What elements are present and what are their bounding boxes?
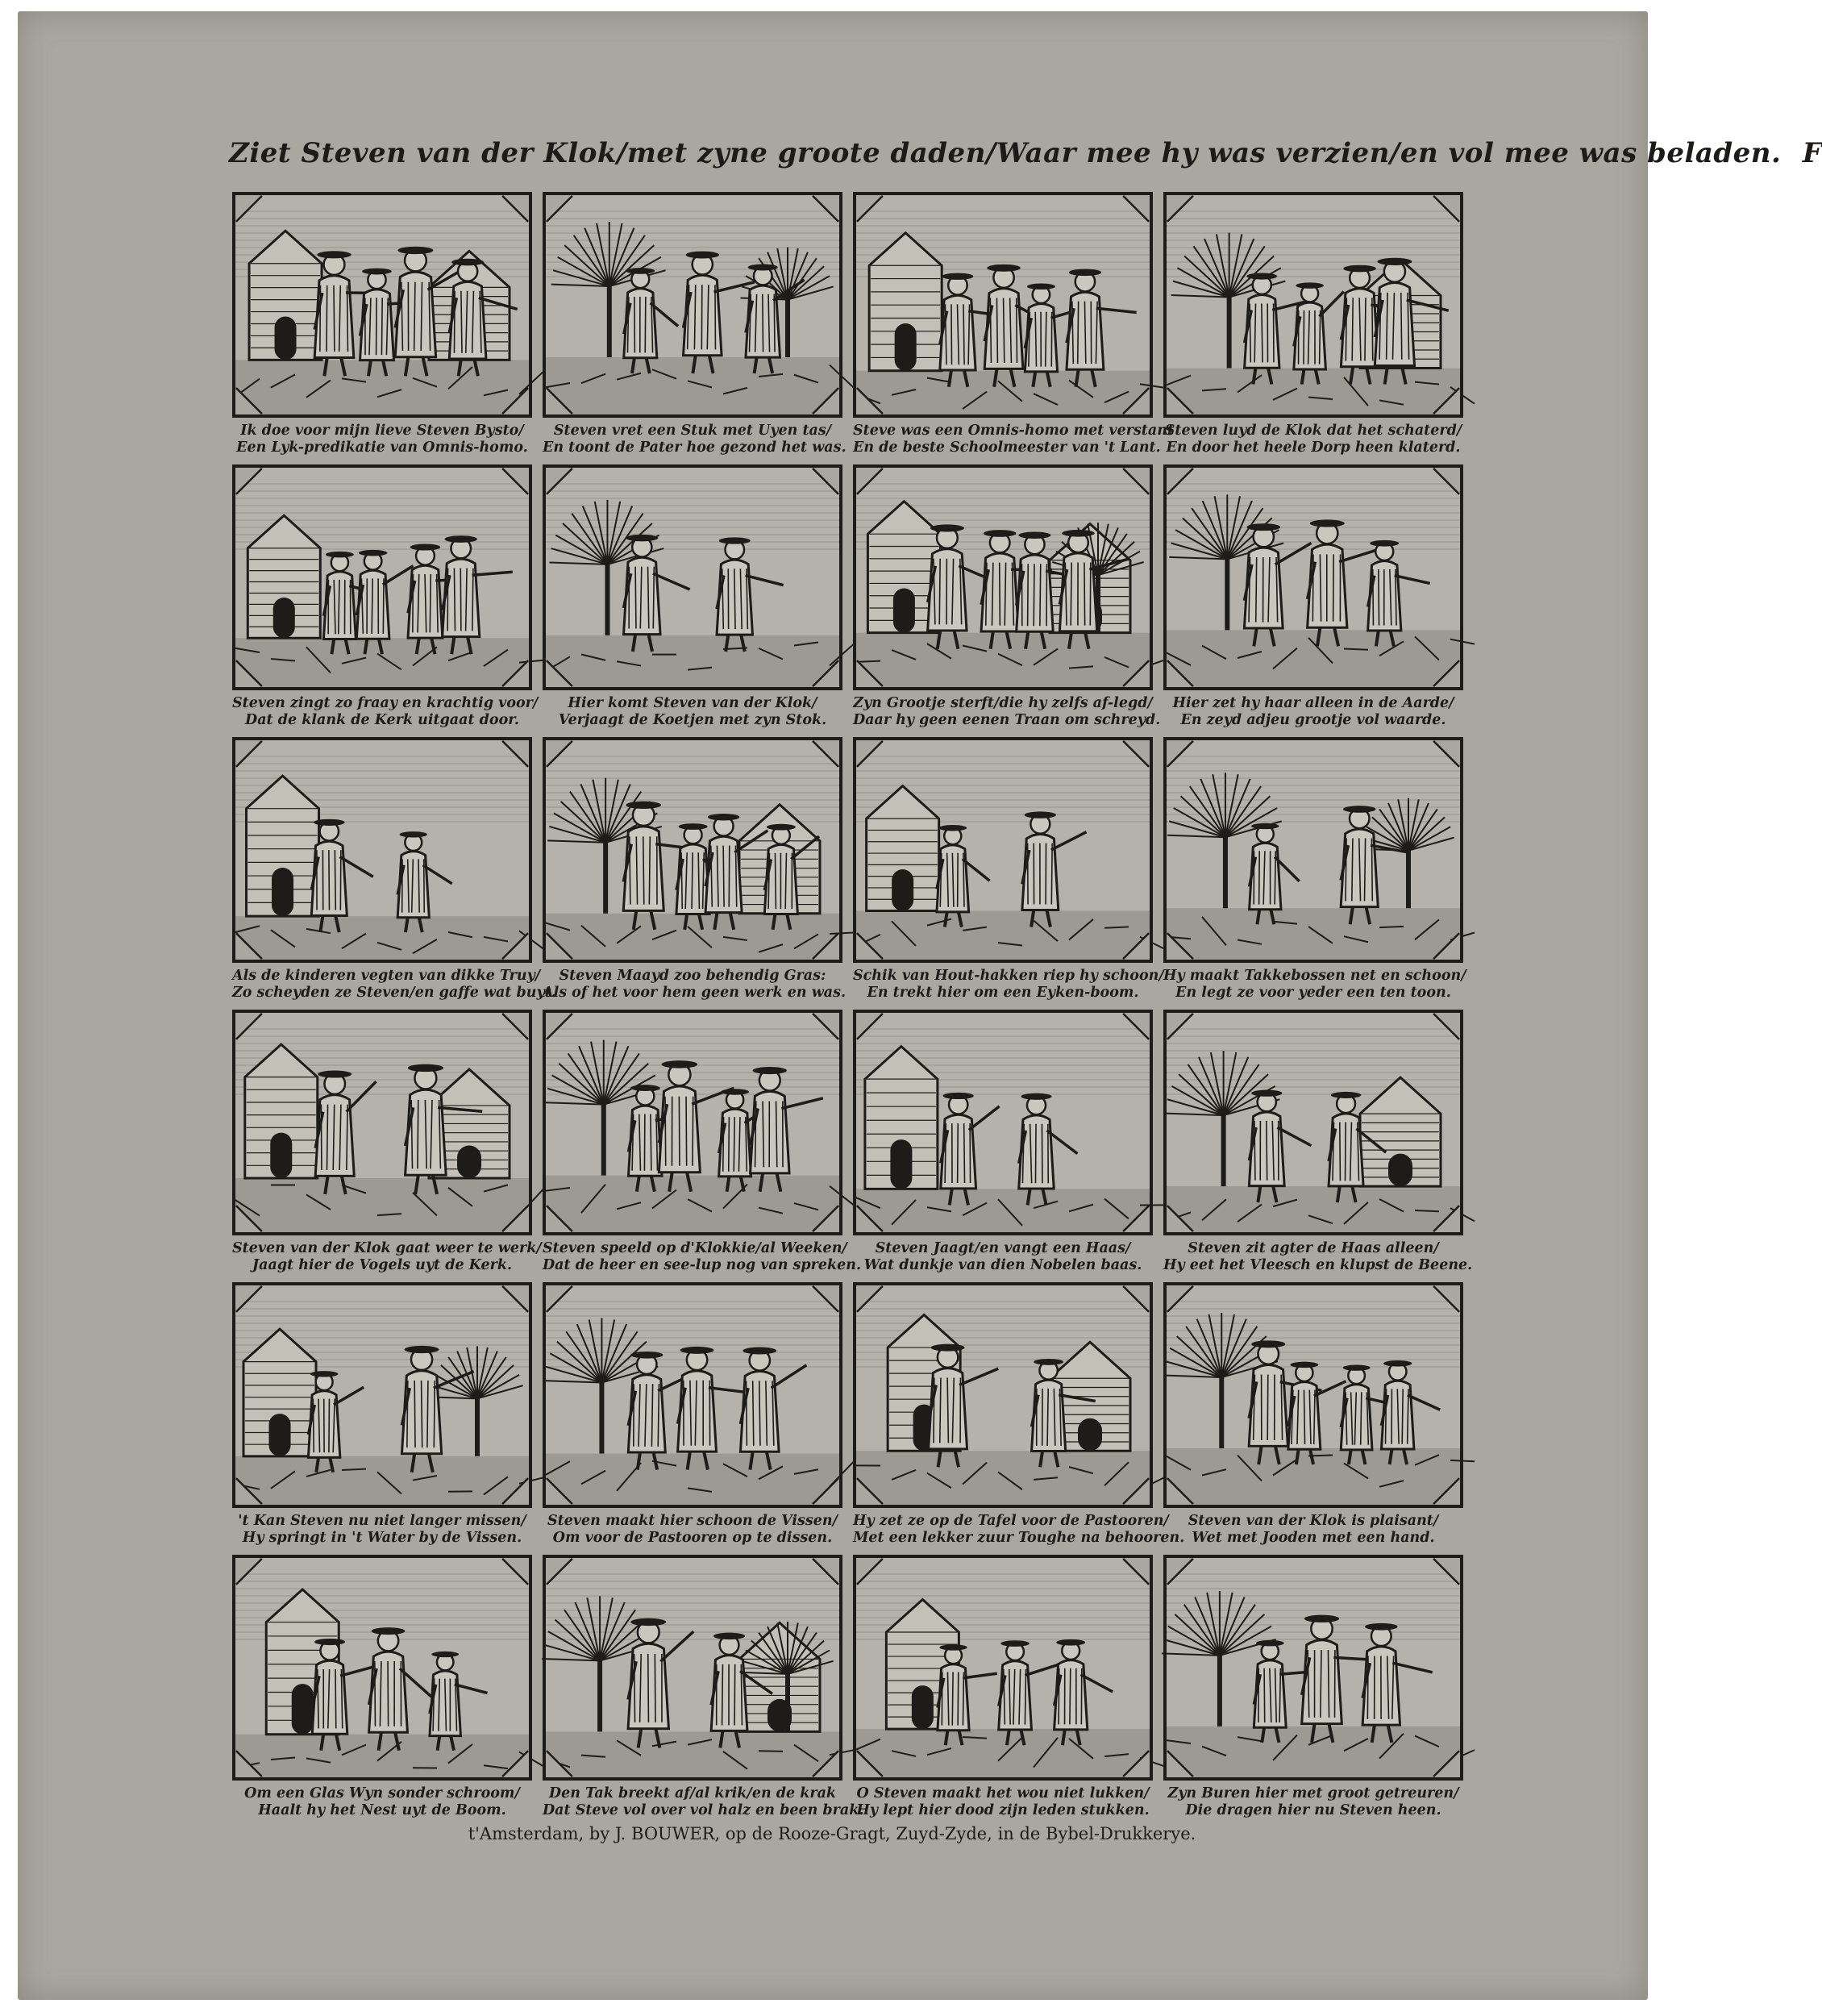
verse-caption [232,695,539,729]
verse-line-1: Om een Glas Wyn sonder schroom/ [244,1785,520,1801]
verse-line-1: Hy maakt Takkebossen net en schoon/ [1163,968,1466,984]
woodcut-scene [856,1558,1150,1777]
woodcut-scene [856,1285,1150,1505]
verse-caption [853,695,1161,729]
verse-line-2: En trekt hier om een Eyken-boom. [867,985,1139,1001]
woodcut-cell [232,464,539,737]
verse-line-1: Hy zet ze op de Tafel voor de Pastooren/ [853,1513,1169,1529]
woodcut-cell [853,1282,1185,1555]
verse-line-1: Hier komt Steven van der Klok/ [568,695,817,711]
woodcut-illustration [543,464,842,690]
verse-line-2: Wat dunkje van dien Nobelen baas. [863,1257,1142,1273]
page-title [229,137,1822,169]
woodcut-scene [235,1285,529,1505]
verse-caption [853,1240,1153,1274]
verse-line-2: Hy springt in 't Water by de Vissen. [242,1530,522,1546]
verse-caption [232,1513,532,1547]
printer-imprint: t'Amsterdam, by J. BOUWER, op de Rooze-Gragt, Zuyd-Zyde, in de Bybel-Drukkerye. [468,1824,1196,1843]
woodcut-illustration [232,1282,532,1508]
verse-line-2: Daar hy geen eenen Traan om schreyd. [853,712,1161,728]
woodcut-cell [853,1010,1153,1282]
woodcut-illustration [543,737,842,963]
verse-caption [1163,1513,1463,1547]
woodcut-scene [546,195,839,414]
woodcut-scene [1167,1285,1460,1505]
woodcut-illustration [1163,737,1463,963]
woodcut-scene [1167,1013,1460,1232]
woodcut-illustration [853,1010,1153,1235]
woodcut-cell [543,192,847,464]
verse-line-2: Dat de heer en see-lup nog van spreken. [543,1257,862,1273]
verse-caption [853,1513,1185,1547]
verse-caption [543,1785,864,1819]
woodcut-scene [235,1013,529,1232]
woodcut-scene [235,195,529,414]
woodcut-scene [1167,1558,1460,1777]
verse-line-1: Hier zet hy haar alleen in de Aarde/ [1172,695,1454,711]
woodcut-cell [1163,192,1463,464]
verse-line-1: Zyn Grootje sterft/die hy zelfs af-legd/ [853,695,1153,711]
verse-caption [1163,423,1463,456]
verse-line-1: Den Tak breekt af/al krik/en de krak [548,1785,837,1801]
woodcut-grid [232,192,1473,1827]
verse-line-1: O Steven maakt het wou niet lukken/ [856,1785,1150,1801]
woodcut-illustration [232,1555,532,1781]
woodcut-illustration [1163,464,1463,690]
woodcut-illustration [543,1010,842,1235]
verse-line-1: Steven zingt zo fraay en krachtig voor/ [232,695,539,711]
woodcut-cell [543,1010,862,1282]
woodcut-illustration [543,1555,842,1781]
verse-caption [543,968,847,1002]
verse-line-2: Dat Steve vol over vol halz en been brak. [543,1802,864,1818]
woodcut-illustration [853,192,1153,418]
verse-caption [1163,968,1466,1002]
verse-caption [543,1513,842,1547]
verse-line-1: Steven luyd de Klok dat het schaterd/ [1164,423,1462,439]
woodcut-illustration [232,1010,532,1235]
woodcut-scene [856,468,1150,687]
verse-line-1: Schik van Hout-hakken riep hy schoon/ [853,968,1164,984]
verse-line-1: Steven van der Klok gaat weer te werk/ [232,1240,542,1256]
woodcut-cell [232,1010,542,1282]
woodcut-cell [232,1555,532,1827]
verse-line-2: Hy lept hier dood zijn leden stukken. [856,1802,1150,1818]
verse-line-1: Steven zit agter de Haas alleen/ [1188,1240,1439,1256]
woodcut-cell [1163,737,1466,1010]
verse-line-2: En de beste Schoolmeester van 't Lant. [853,439,1161,456]
title-text: Ziet Steven van der Klok/met zyne groote daden/Waar mee hy was verzien/en vol mee was beladen. [229,137,1782,169]
woodcut-cell [1163,1555,1463,1827]
verse-line-2: Verjaagt de Koetjen met zyn Stok. [558,712,827,728]
woodcut-scene [856,740,1150,960]
woodcut-cell [232,192,532,464]
verse-line-1: Steven speeld op d'Klokkie/al Weeken/ [543,1240,847,1256]
woodcut-scene [546,1013,839,1232]
woodcut-scene [1167,468,1460,687]
verse-line-2: En toont de Pater hoe gezond het was. [543,439,847,456]
woodcut-scene [546,468,839,687]
verse-line-2: Met een lekker zuur Toughe na behooren. [853,1530,1185,1546]
verse-caption [543,695,842,729]
verse-line-1: Steven Maayd zoo behendig Gras: [559,968,826,984]
verse-line-1: Steven vret een Stuk met Uyen tas/ [553,423,832,439]
woodcut-illustration [853,1555,1153,1781]
woodcut-scene [235,1558,529,1777]
woodcut-scene [546,740,839,960]
verse-caption [853,1785,1153,1819]
woodcut-illustration [543,192,842,418]
verse-caption [232,1240,542,1274]
verse-line-1: Steven Jaagt/en vangt een Haas/ [875,1240,1131,1256]
verse-caption [543,1240,862,1274]
verse-line-1: Steven maakt hier schoon de Vissen/ [547,1513,838,1529]
verse-line-2: Hy eet het Vleesch en klupst de Beene. [1163,1257,1473,1273]
woodcut-illustration [232,737,532,963]
woodcut-scene [546,1558,839,1777]
verse-line-2: Die dragen hier nu Steven heen. [1185,1802,1441,1818]
verse-caption [1163,695,1463,729]
woodcut-scene [546,1285,839,1505]
verse-line-2: En zeyd adjeu grootje vol waarde. [1180,712,1446,728]
woodcut-cell [232,1282,532,1555]
woodcut-cell [543,464,842,737]
verse-line-2: Jaagt hier de Vogels uyt de Kerk. [252,1257,513,1273]
woodcut-cell [853,737,1164,1010]
verse-line-2: En legt ze voor yeder een ten toon. [1175,985,1451,1001]
verse-line-2: Als of het voor hem geen werk en was. [543,985,847,1001]
woodcut-cell [1163,1010,1473,1282]
woodcut-illustration [853,737,1153,963]
signature-mark: F [1802,137,1822,169]
woodcut-illustration [1163,1010,1463,1235]
woodcut-cell [232,737,556,1010]
verse-line-1: 't Kan Steven nu niet langer missen/ [238,1513,526,1529]
woodcut-illustration [232,192,532,418]
verse-line-1: Als de kinderen vegten van dikke Truy/ [232,968,541,984]
woodcut-cell [543,1282,842,1555]
woodcut-scene [1167,740,1460,960]
verse-caption [543,423,847,456]
woodcut-cell [853,192,1175,464]
verse-line-2: Wet met Jooden met een hand. [1192,1530,1435,1546]
verse-caption [853,968,1164,1002]
verse-caption [232,968,556,1002]
verse-line-1: Ik doe voor mijn lieve Steven Bysto/ [240,423,524,439]
verse-caption [232,423,532,456]
woodcut-illustration [853,1282,1153,1508]
woodcut-scene [235,740,529,960]
woodcut-scene [856,1013,1150,1232]
woodcut-illustration [1163,1555,1463,1781]
woodcut-cell [543,737,847,1010]
verse-caption [853,423,1175,456]
woodcut-cell [853,464,1161,737]
verse-line-2: En door het heele Dorp heen klaterd. [1166,439,1461,456]
verse-caption [232,1785,532,1819]
woodcut-illustration [853,464,1153,690]
woodcut-illustration [1163,192,1463,418]
woodcut-illustration [232,464,532,690]
woodcut-scene [235,468,529,687]
woodcut-cell [1163,1282,1463,1555]
woodcut-cell [543,1555,864,1827]
verse-line-1: Zyn Buren hier met groot getreuren/ [1167,1785,1459,1801]
woodcut-illustration [543,1282,842,1508]
verse-line-2: Haalt hy het Nest uyt de Boom. [258,1802,506,1818]
woodcut-cell [853,1555,1153,1827]
verse-line-1: Steven van der Klok is plaisant/ [1188,1513,1439,1529]
woodcut-scene [1167,195,1460,414]
verse-line-1: Steve was een Omnis-homo met verstant [853,423,1175,439]
verse-caption [1163,1240,1473,1274]
verse-line-2: Dat de klank de Kerk uitgaat door. [245,712,519,728]
verse-line-2: Om voor de Pastooren op te dissen. [552,1530,833,1546]
woodcut-illustration [1163,1282,1463,1508]
verse-line-2: Een Lyk-predikatie van Omnis-homo. [236,439,528,456]
woodcut-cell [1163,464,1463,737]
verse-line-2: Zo scheyden ze Steven/en gaffe wat buyt. [232,985,556,1001]
verse-caption [1163,1785,1463,1819]
woodcut-scene [856,195,1150,414]
